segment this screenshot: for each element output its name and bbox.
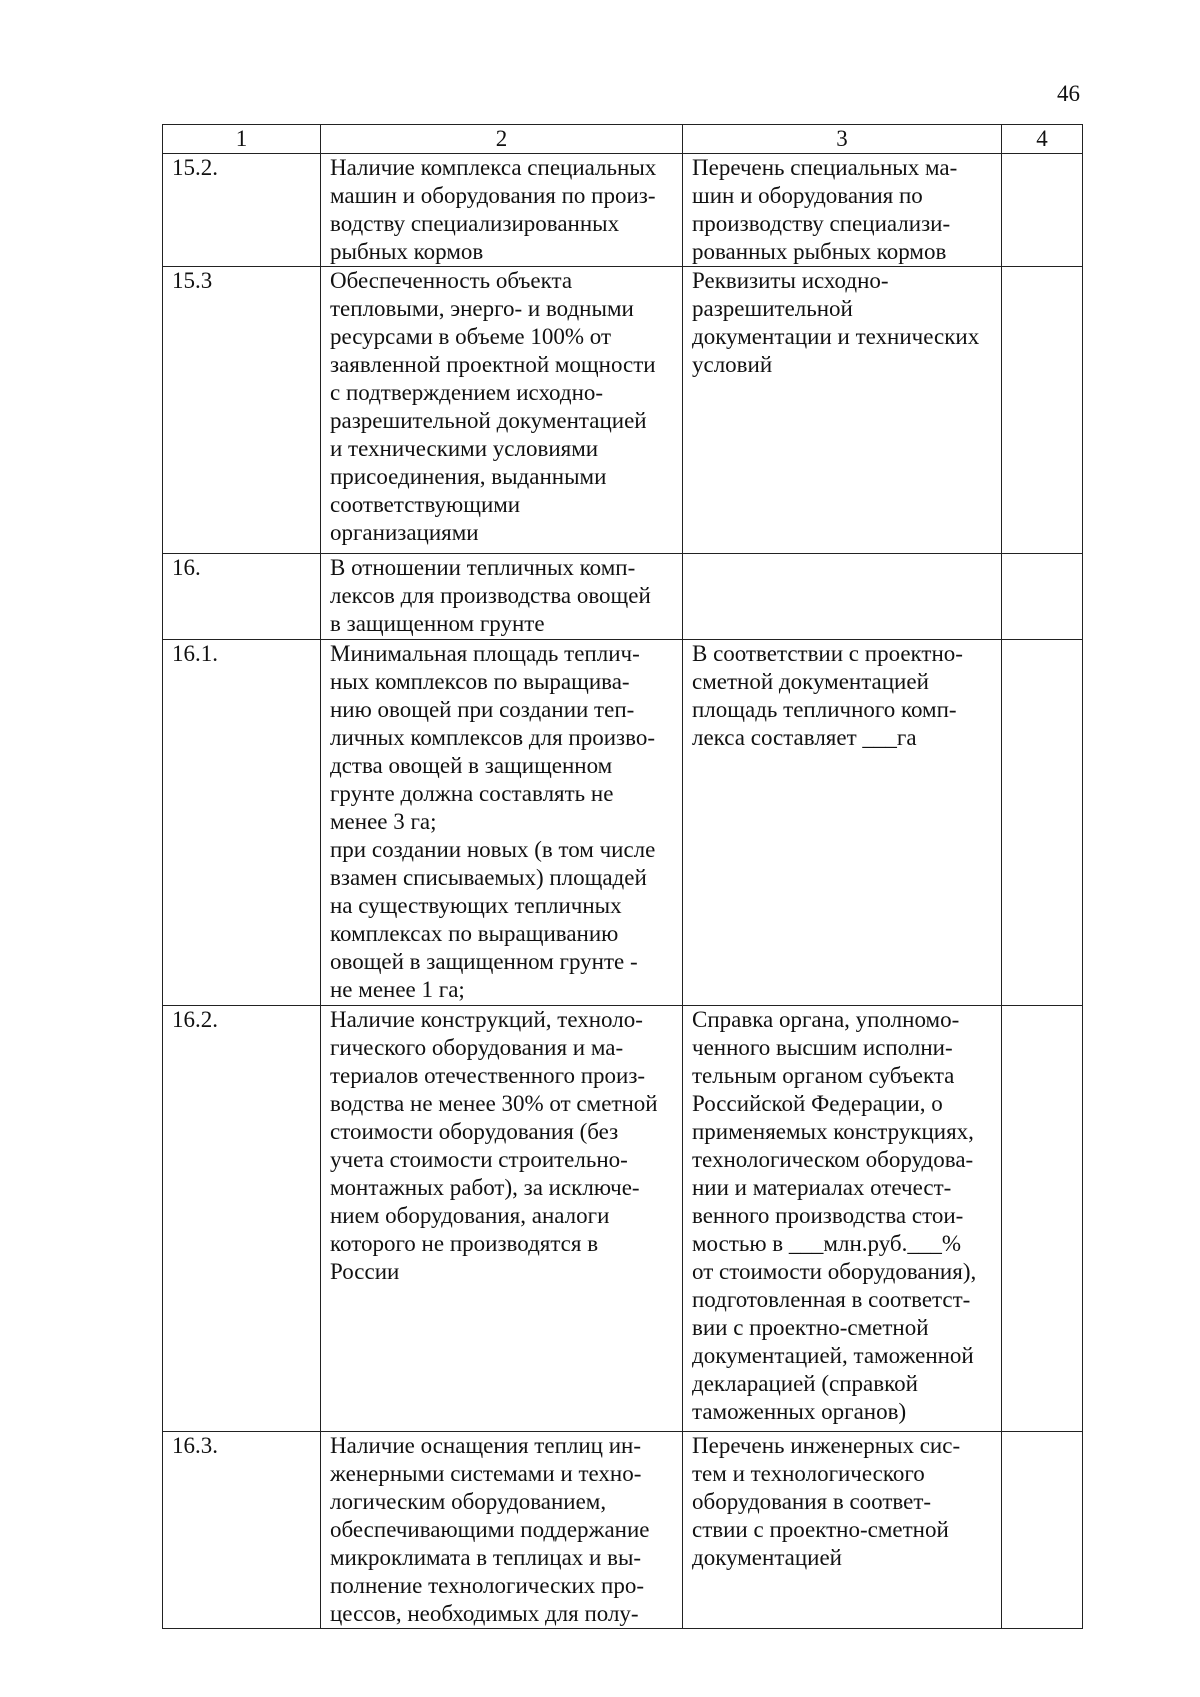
table-row [163, 640, 1083, 1006]
requirement-cell: Наличие конструкций, техноло- гического оборудования и ма- териалов отечественного произ- водства не менее 30% от сметной стоимости оборудования (без учета стоимости строительно- монтажных работ), за исключе- нием оборудования, аналоги которого не производятся в России [321, 1006, 683, 1432]
document-cell: Реквизиты исходно- разрешительной документации и технических условий [683, 267, 1002, 554]
column-header-3: 3 [683, 125, 1002, 154]
extra-cell [1002, 554, 1083, 640]
table-row [163, 267, 1083, 554]
extra-cell [1002, 267, 1083, 554]
row-number: 16.3. [163, 1432, 321, 1629]
document-cell [683, 554, 1002, 640]
row-number: 15.3 [163, 267, 321, 554]
document-cell: В соответствии с проектно- сметной документацией площадь тепличного комп- лекса составляет ___га [683, 640, 1002, 1006]
requirement-cell: Наличие оснащения теплиц ин- женерными системами и техно- логическим оборудованием, обеспечивающими поддержание микроклимата в теплицах и вы- полнение технологических про- цессов, необходимых для полу- [321, 1432, 683, 1629]
document-cell: Перечень инженерных сис- тем и технологического оборудования в соответ- ствии с проектно-сметной документацией [683, 1432, 1002, 1629]
column-header-2: 2 [321, 125, 683, 154]
requirement-cell: Наличие комплекса специальных машин и оборудования по произ- водству специализированных рыбных кормов [321, 154, 683, 267]
extra-cell [1002, 640, 1083, 1006]
table-row [163, 1006, 1083, 1432]
row-number: 15.2. [163, 154, 321, 267]
table-row [163, 154, 1083, 267]
page-number: 46 [1057, 81, 1080, 106]
row-number: 16. [163, 554, 321, 640]
requirement-cell: Минимальная площадь теплич- ных комплексов по выращива- нию овощей при создании теп- личных комплексов для произво- дства овощей в защищенном грунте должна составлять не менее 3 га; при создании новых (в том числе взамен списываемых) площадей на существующих тепличных комплексах по выращиванию овощей в защищенном грунте - не менее 1 га; [321, 640, 683, 1006]
extra-cell [1002, 154, 1083, 267]
extra-cell [1002, 1006, 1083, 1432]
row-number: 16.1. [163, 640, 321, 1006]
requirement-cell: Обеспеченность объекта тепловыми, энерго- и водными ресурсами в объеме 100% от заявленной проектной мощности с подтверждением исходно- разрешительной документацией и техническими условиями присоединения, выданными соответствующими организациями [321, 267, 683, 554]
requirement-cell: В отношении тепличных комп- лексов для производства овощей в защищенном грунте [321, 554, 683, 640]
document-cell: Справка органа, уполномо- ченного высшим исполни- тельным органом субъекта Российской Федерации, о применяемых конструкциях, технологическом оборудова- нии и материалах отечест- венного производства стои- мостью в ___млн.руб.___% от стоимости оборудования), подготовленная в соответст- вии с проектно-сметной документацией, таможенной декларацией (справкой таможенных органов) [683, 1006, 1002, 1432]
row-number: 16.2. [163, 1006, 321, 1432]
column-header-4: 4 [1002, 125, 1083, 154]
extra-cell [1002, 1432, 1083, 1629]
table-row [163, 1432, 1083, 1629]
requirements-table [162, 124, 1083, 1629]
table-row [163, 554, 1083, 640]
column-header-1: 1 [163, 125, 321, 154]
table-header-row [163, 125, 1083, 154]
document-cell: Перечень специальных ма- шин и оборудования по производству специализи- рованных рыбных кормов [683, 154, 1002, 267]
